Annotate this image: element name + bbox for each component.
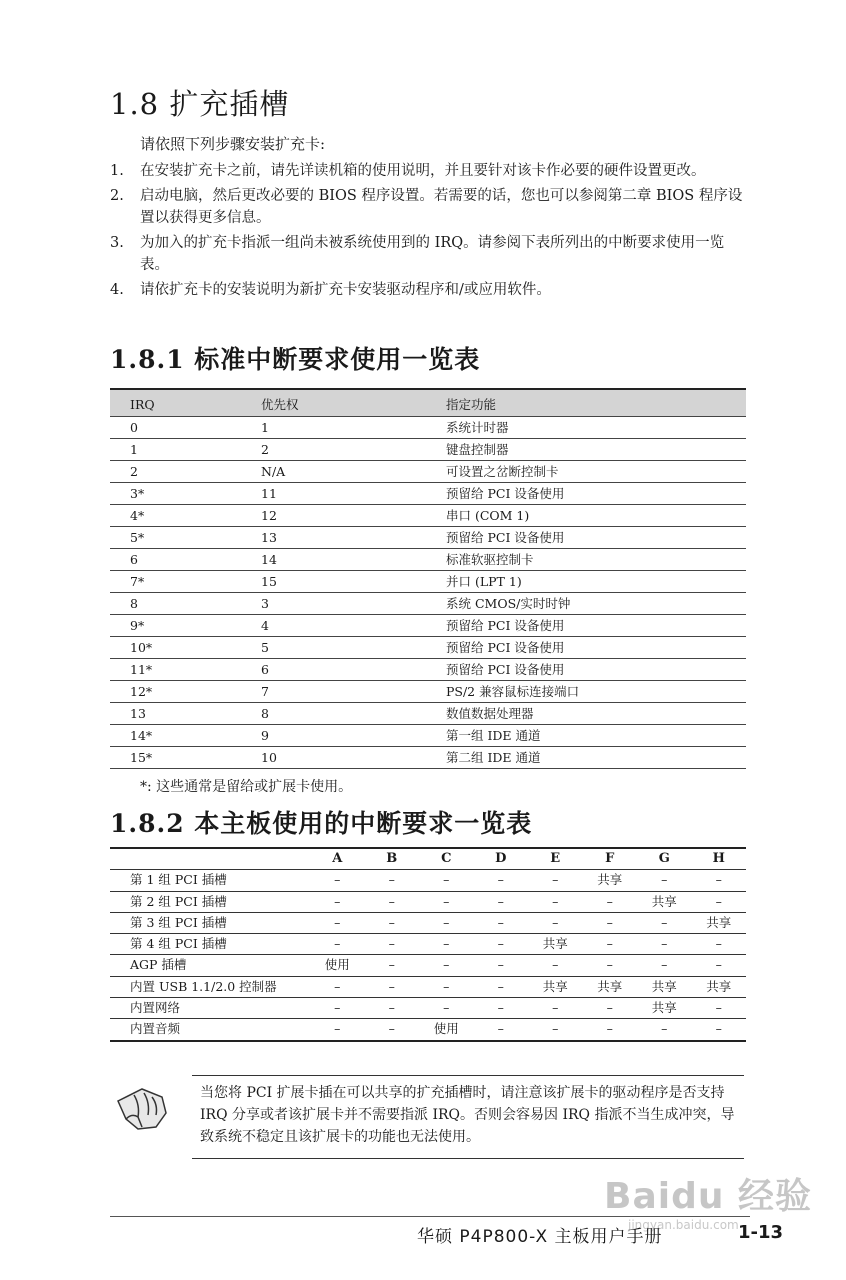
table-row xyxy=(110,439,746,461)
irq-cell: 1 xyxy=(130,442,138,457)
slot-irq-table xyxy=(110,847,746,1042)
slot-cell: – xyxy=(606,914,613,930)
slot-cell: – xyxy=(334,914,341,930)
slot-cell: – xyxy=(388,957,395,973)
hand-note-icon xyxy=(112,1083,172,1133)
step-item xyxy=(110,279,750,301)
header-function: 指定功能 xyxy=(446,397,497,412)
slot-section-title: 1.8.2 本主板使用的中断要求一览表 xyxy=(110,809,533,838)
table-row xyxy=(110,571,746,593)
function-cell: 标准软驱控制卡 xyxy=(446,552,534,567)
irq-cell: 11* xyxy=(130,662,153,677)
slot-cell: – xyxy=(497,936,504,952)
function-cell: 预留给 PCI 设备使用 xyxy=(446,640,565,655)
slot-cell: – xyxy=(443,872,450,888)
slot-label: 内置音频 xyxy=(130,1021,181,1037)
step-item xyxy=(110,185,750,229)
priority-cell: 4 xyxy=(261,618,269,633)
step-item xyxy=(110,160,750,182)
slot-cell: – xyxy=(497,872,504,888)
slot-cell: – xyxy=(552,957,559,973)
table-row xyxy=(110,955,746,976)
slot-cell: – xyxy=(552,1000,559,1016)
irq-cell: 0 xyxy=(130,420,138,435)
slot-cell: – xyxy=(661,936,668,952)
slot-cell: – xyxy=(606,893,613,909)
slot-cell: – xyxy=(388,872,395,888)
irq-cell: 8 xyxy=(130,596,138,611)
slot-cell: – xyxy=(334,978,341,994)
priority-cell: 10 xyxy=(261,750,277,765)
function-cell: 系统计时器 xyxy=(446,420,509,435)
table-row xyxy=(110,892,746,913)
function-cell: 数值数据处理器 xyxy=(446,706,534,721)
slot-cell: – xyxy=(715,1000,722,1016)
table-row xyxy=(110,913,746,934)
step-number: 4. xyxy=(110,282,124,298)
slot-label: 第 2 组 PCI 插槽 xyxy=(130,893,227,909)
slot-cell: – xyxy=(606,936,613,952)
slot-label: 第 1 组 PCI 插槽 xyxy=(130,872,227,888)
slot-cell: 共享 xyxy=(651,893,677,909)
slot-cell: – xyxy=(661,914,668,930)
column-header: E xyxy=(550,851,561,866)
slot-cell: – xyxy=(606,957,613,973)
slot-label: 内置网络 xyxy=(130,1000,181,1016)
slot-cell: – xyxy=(552,914,559,930)
function-cell: 预留给 PCI 设备使用 xyxy=(446,618,565,633)
table-row xyxy=(110,615,746,637)
slot-cell: – xyxy=(443,1000,450,1016)
column-header: F xyxy=(605,851,615,866)
column-header: D xyxy=(495,851,507,866)
slot-cell: – xyxy=(715,936,722,952)
priority-cell: 2 xyxy=(261,442,269,457)
priority-cell: 12 xyxy=(261,508,277,523)
slot-cell: – xyxy=(443,914,450,930)
step-number: 2. xyxy=(110,188,124,204)
function-cell: 串口 (COM 1) xyxy=(446,508,530,523)
table-row xyxy=(110,417,746,439)
tip-text: 当您将 PCI 扩展卡插在可以共享的扩充插槽时，请注意该扩展卡的驱动程序是否支持 IRQ 分享或者该扩展卡并不需要指派 IRQ。否则会容易因 IRQ 指派不当生成冲突，导致系统不稳定且该扩展卡的功能也无法使用。 xyxy=(200,1085,735,1145)
slot-cell: – xyxy=(443,893,450,909)
priority-cell: N/A xyxy=(261,464,286,479)
priority-cell: 5 xyxy=(261,640,269,655)
table-row xyxy=(110,725,746,747)
slot-cell: – xyxy=(334,1021,341,1037)
slot-cell: 共享 xyxy=(706,978,732,994)
slot-cell: – xyxy=(497,914,504,930)
slot-cell: – xyxy=(715,872,722,888)
column-header: B xyxy=(386,851,398,866)
column-header: G xyxy=(658,851,670,866)
irq-table-header xyxy=(110,390,746,417)
slot-cell: – xyxy=(606,1000,613,1016)
slot-cell: – xyxy=(552,893,559,909)
slot-cell: – xyxy=(661,1021,668,1037)
slot-cell: 共享 xyxy=(542,936,568,952)
function-cell: 第一组 IDE 通道 xyxy=(446,728,541,743)
priority-cell: 8 xyxy=(261,706,269,721)
table-row xyxy=(110,483,746,505)
slot-cell: – xyxy=(388,1000,395,1016)
slot-cell: 共享 xyxy=(597,978,623,994)
slot-cell: – xyxy=(334,936,341,952)
slot-cell: – xyxy=(552,872,559,888)
priority-cell: 15 xyxy=(261,574,277,589)
function-cell: 预留给 PCI 设备使用 xyxy=(446,530,565,545)
function-cell: 可设置之岔断控制卡 xyxy=(446,464,559,479)
slot-cell: – xyxy=(443,978,450,994)
priority-cell: 13 xyxy=(261,530,277,545)
irq-cell: 15* xyxy=(130,750,153,765)
priority-cell: 9 xyxy=(261,728,269,743)
irq-cell: 9* xyxy=(130,618,145,633)
baidu-watermark-logo: Baidu 经验 xyxy=(604,1176,813,1217)
slot-cell: 共享 xyxy=(597,872,623,888)
slot-cell: 共享 xyxy=(542,978,568,994)
slot-cell: – xyxy=(388,914,395,930)
slot-cell: – xyxy=(497,957,504,973)
slot-cell: – xyxy=(388,893,395,909)
slot-cell: 共享 xyxy=(706,914,732,930)
step-text: 请依扩充卡的安装说明为新扩充卡安装驱动程序和/或应用软件。 xyxy=(140,282,551,298)
tip-divider-bottom xyxy=(192,1158,744,1159)
table-row xyxy=(110,977,746,998)
column-header: C xyxy=(441,851,452,866)
priority-cell: 1 xyxy=(261,420,269,435)
step-text: 在安装扩充卡之前，请先详读机箱的使用说明，并且要针对该卡作必要的硬件设置更改。 xyxy=(140,163,706,179)
header-blank xyxy=(110,849,310,869)
irq-cell: 6 xyxy=(130,552,138,567)
function-cell: 预留给 PCI 设备使用 xyxy=(446,662,565,677)
slot-cell: 使用 xyxy=(433,1021,459,1037)
irq-cell: 5* xyxy=(130,530,145,545)
priority-cell: 11 xyxy=(261,486,277,501)
slot-cell: – xyxy=(388,1021,395,1037)
table-row xyxy=(110,681,746,703)
footer-divider xyxy=(110,1216,750,1217)
irq-cell: 7* xyxy=(130,574,145,589)
irq-cell: 3* xyxy=(130,486,145,501)
slot-cell: – xyxy=(552,1021,559,1037)
irq-cell: 14* xyxy=(130,728,153,743)
slot-cell: – xyxy=(443,936,450,952)
slot-cell: – xyxy=(497,978,504,994)
table-row xyxy=(110,659,746,681)
table-row xyxy=(110,637,746,659)
intro-text: 请依照下列步骤安装扩充卡: xyxy=(140,135,326,153)
table-row xyxy=(110,934,746,955)
function-cell: PS/2 兼容鼠标连接端口 xyxy=(446,684,580,699)
function-cell: 键盘控制器 xyxy=(446,442,509,457)
table-row xyxy=(110,505,746,527)
slot-cell: – xyxy=(388,978,395,994)
column-header: H xyxy=(712,851,725,866)
slot-cell: – xyxy=(443,957,450,973)
irq-cell: 10* xyxy=(130,640,153,655)
irq-table xyxy=(110,388,746,769)
tip-divider-top xyxy=(192,1075,744,1076)
function-cell: 第二组 IDE 通道 xyxy=(446,750,541,765)
slot-cell: – xyxy=(715,1021,722,1037)
slot-cell: – xyxy=(388,936,395,952)
function-cell: 系统 CMOS/实时时钟 xyxy=(446,596,571,611)
irq-note: *: 这些通常是留给或扩展卡使用。 xyxy=(140,779,353,795)
irq-cell: 12* xyxy=(130,684,153,699)
irq-cell: 2 xyxy=(130,464,138,479)
priority-cell: 3 xyxy=(261,596,269,611)
step-item xyxy=(110,232,750,276)
table-row xyxy=(110,998,746,1019)
irq-cell: 13 xyxy=(130,706,146,721)
slot-label: AGP 插槽 xyxy=(130,957,187,973)
slot-cell: – xyxy=(661,957,668,973)
step-number: 1. xyxy=(110,163,124,179)
slot-cell: – xyxy=(334,893,341,909)
footer-title: 华硕 P4P800-X 主板用户手册 xyxy=(417,1227,663,1247)
column-header: A xyxy=(332,851,343,866)
slot-cell: – xyxy=(334,1000,341,1016)
function-cell: 预留给 PCI 设备使用 xyxy=(446,486,565,501)
header-priority: 优先权 xyxy=(261,397,299,412)
step-text: 为加入的扩充卡指派一组尚未被系统使用到的 IRQ。请参阅下表所列出的中断要求使用一览表。 xyxy=(140,235,725,273)
irq-cell: 4* xyxy=(130,508,145,523)
slot-cell: – xyxy=(497,1000,504,1016)
table-row xyxy=(110,527,746,549)
table-row xyxy=(110,703,746,725)
section-title: 1.8 扩充插槽 xyxy=(110,87,290,121)
slot-cell: – xyxy=(334,872,341,888)
slot-label: 第 4 组 PCI 插槽 xyxy=(130,936,227,952)
table-row xyxy=(110,870,746,891)
page-number: 1-13 xyxy=(738,1222,784,1243)
slot-cell: – xyxy=(661,872,668,888)
slot-cell: 使用 xyxy=(324,957,350,973)
table-row xyxy=(110,549,746,571)
slot-cell: – xyxy=(497,1021,504,1037)
table-row xyxy=(110,593,746,615)
install-steps xyxy=(110,160,750,304)
slot-label: 第 3 组 PCI 插槽 xyxy=(130,914,227,930)
slot-cell: – xyxy=(715,957,722,973)
slot-cell: – xyxy=(497,893,504,909)
priority-cell: 7 xyxy=(261,684,269,699)
slot-table-header xyxy=(110,849,746,870)
table-row xyxy=(110,747,746,769)
function-cell: 并口 (LPT 1) xyxy=(446,574,522,589)
table-row xyxy=(110,461,746,483)
table-row xyxy=(110,1019,746,1039)
step-number: 3. xyxy=(110,235,124,251)
slot-label: 内置 USB 1.1/2.0 控制器 xyxy=(130,978,277,994)
slot-cell: – xyxy=(606,1021,613,1037)
step-text: 启动电脑，然后更改必要的 BIOS 程序设置。若需要的话，您也可以参阅第二章 BIOS 程序设置以获得更多信息。 xyxy=(140,188,743,226)
slot-cell: 共享 xyxy=(651,978,677,994)
priority-cell: 6 xyxy=(261,662,269,677)
priority-cell: 14 xyxy=(261,552,277,567)
header-irq: IRQ xyxy=(130,397,155,412)
slot-cell: 共享 xyxy=(651,1000,677,1016)
slot-cell: – xyxy=(715,893,722,909)
baidu-watermark-url: jingyan.baidu.com xyxy=(628,1218,739,1232)
irq-section-title: 1.8.1 标准中断要求使用一览表 xyxy=(110,345,481,374)
